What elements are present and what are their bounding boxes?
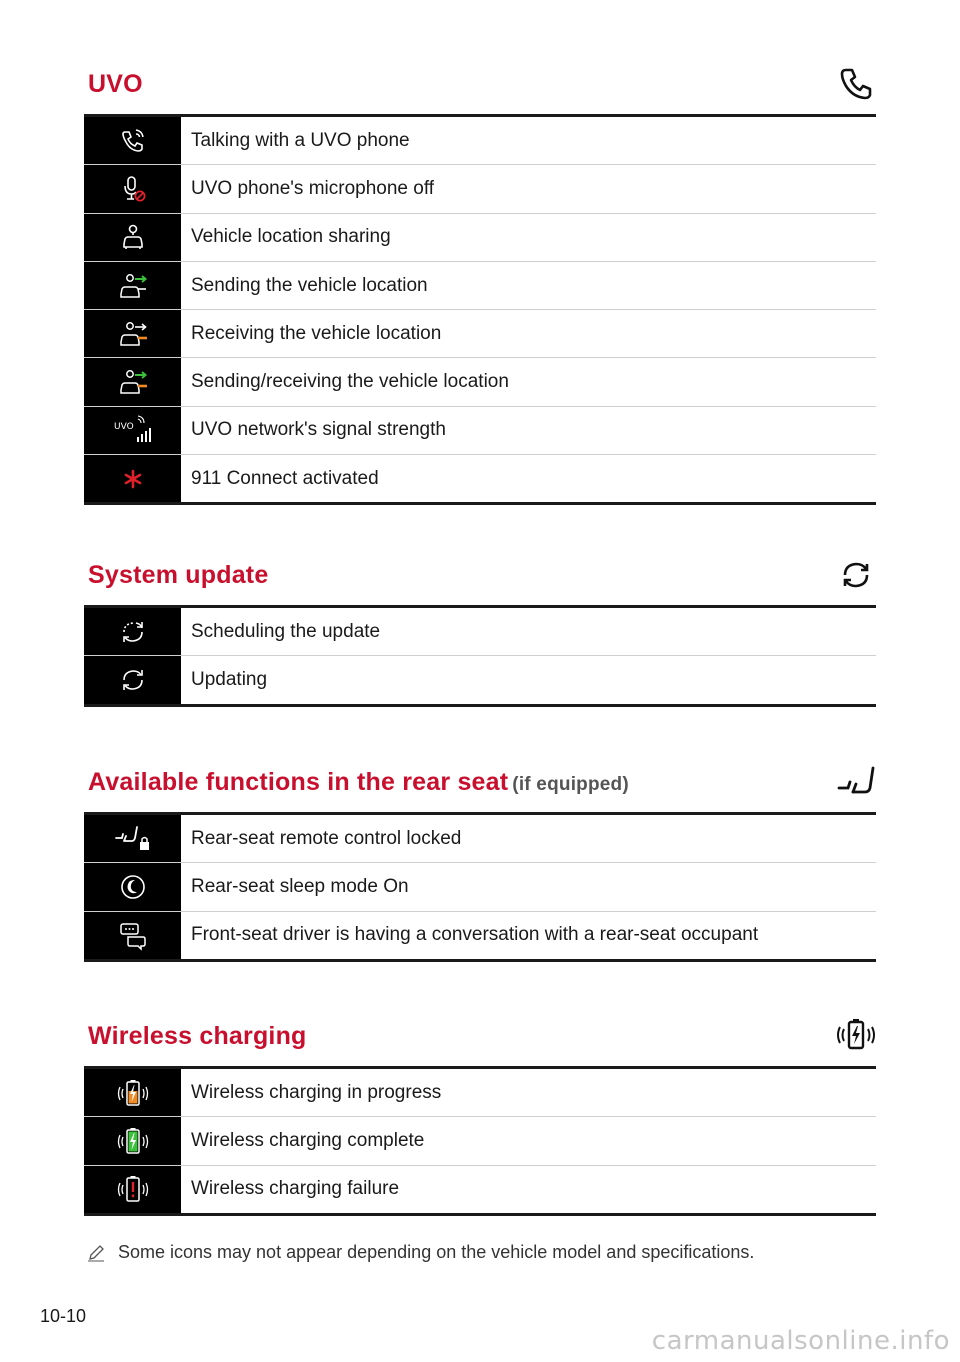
table-row (84, 815, 876, 863)
pencil-icon (86, 1243, 106, 1263)
vehicle-location-sharing-icon (84, 214, 181, 261)
vehicle-location-receive-icon (84, 310, 181, 357)
watermark: carmanualsonline.info (651, 1326, 950, 1356)
svg-text:UVO: UVO (113, 422, 134, 433)
sync-icon (836, 555, 876, 595)
vehicle-location-send-receive-icon (84, 358, 181, 405)
table-row (84, 262, 876, 310)
uvo-section (84, 64, 876, 505)
wireless-charging-table (84, 1066, 876, 1216)
system-update-table (84, 605, 876, 707)
phone-icon (836, 64, 876, 104)
table-row (84, 912, 876, 959)
footnote-text: Some icons may not appear depending on the vehicle model and specifications. (118, 1242, 755, 1262)
update-scheduled-icon (84, 608, 181, 655)
table-row (84, 656, 876, 703)
wireless-charging-section (84, 1016, 876, 1216)
section-header (84, 64, 876, 114)
row-label: Updating (191, 668, 268, 690)
system-update-section (84, 555, 876, 707)
table-row (84, 608, 876, 656)
section-header (84, 762, 876, 812)
table-row (84, 455, 876, 502)
wireless-charging-failure-icon (84, 1166, 181, 1213)
wireless-charging-progress-icon (84, 1069, 181, 1116)
vehicle-location-send-icon (84, 262, 181, 309)
microphone-off-icon (84, 165, 181, 212)
row-label: Talking with a UVO phone (191, 129, 410, 151)
rear-seat-lock-icon (84, 815, 181, 862)
row-label: Rear-seat sleep mode On (191, 875, 409, 897)
wireless-charging-complete-icon (84, 1117, 181, 1164)
row-label: Wireless charging in progress (191, 1081, 442, 1103)
row-label: 911 Connect activated (191, 467, 379, 489)
row-label: UVO phone's microphone off (191, 177, 435, 199)
row-label: Front-seat driver is having a conversation with a rear-seat occupant (191, 924, 759, 946)
row-label: Receiving the vehicle location (191, 322, 442, 344)
updating-icon (84, 656, 181, 703)
table-row (84, 863, 876, 911)
section-title: System update (88, 561, 269, 589)
table-row (84, 407, 876, 455)
table-row (84, 358, 876, 406)
section-qualifier: (if equipped) (512, 774, 629, 795)
table-row (84, 1117, 876, 1165)
table-row (84, 117, 876, 165)
table-row (84, 1166, 876, 1213)
footnote (86, 1242, 754, 1263)
emergency-asterisk-icon (84, 455, 181, 502)
rear-seat-section (84, 762, 876, 962)
rear-seat-table (84, 812, 876, 962)
row-label: Scheduling the update (191, 620, 381, 642)
section-title (88, 768, 629, 797)
section-header (84, 1016, 876, 1066)
rear-seat-icon (836, 762, 876, 802)
row-label: Wireless charging failure (191, 1178, 400, 1200)
table-row (84, 165, 876, 213)
section-title-text: Available functions in the rear seat (88, 768, 509, 796)
conversation-icon (84, 912, 181, 959)
uvo-table (84, 114, 876, 505)
table-row (84, 310, 876, 358)
section-title: UVO (88, 70, 143, 98)
page-number: 10-10 (40, 1306, 87, 1326)
row-label: Wireless charging complete (191, 1129, 425, 1151)
phone-talking-icon (84, 117, 181, 164)
row-label: Sending/receiving the vehicle location (191, 371, 509, 393)
row-label: Rear-seat remote control locked (191, 827, 462, 849)
section-header (84, 555, 876, 605)
row-label: UVO network's signal strength (191, 419, 446, 441)
row-label: Vehicle location sharing (191, 226, 391, 248)
uvo-signal-strength-icon (84, 407, 181, 454)
row-label: Sending the vehicle location (191, 274, 428, 296)
table-row (84, 214, 876, 262)
wireless-charging-icon (836, 1016, 876, 1056)
section-title: Wireless charging (88, 1022, 307, 1050)
sleep-mode-icon (84, 863, 181, 910)
table-row (84, 1069, 876, 1117)
